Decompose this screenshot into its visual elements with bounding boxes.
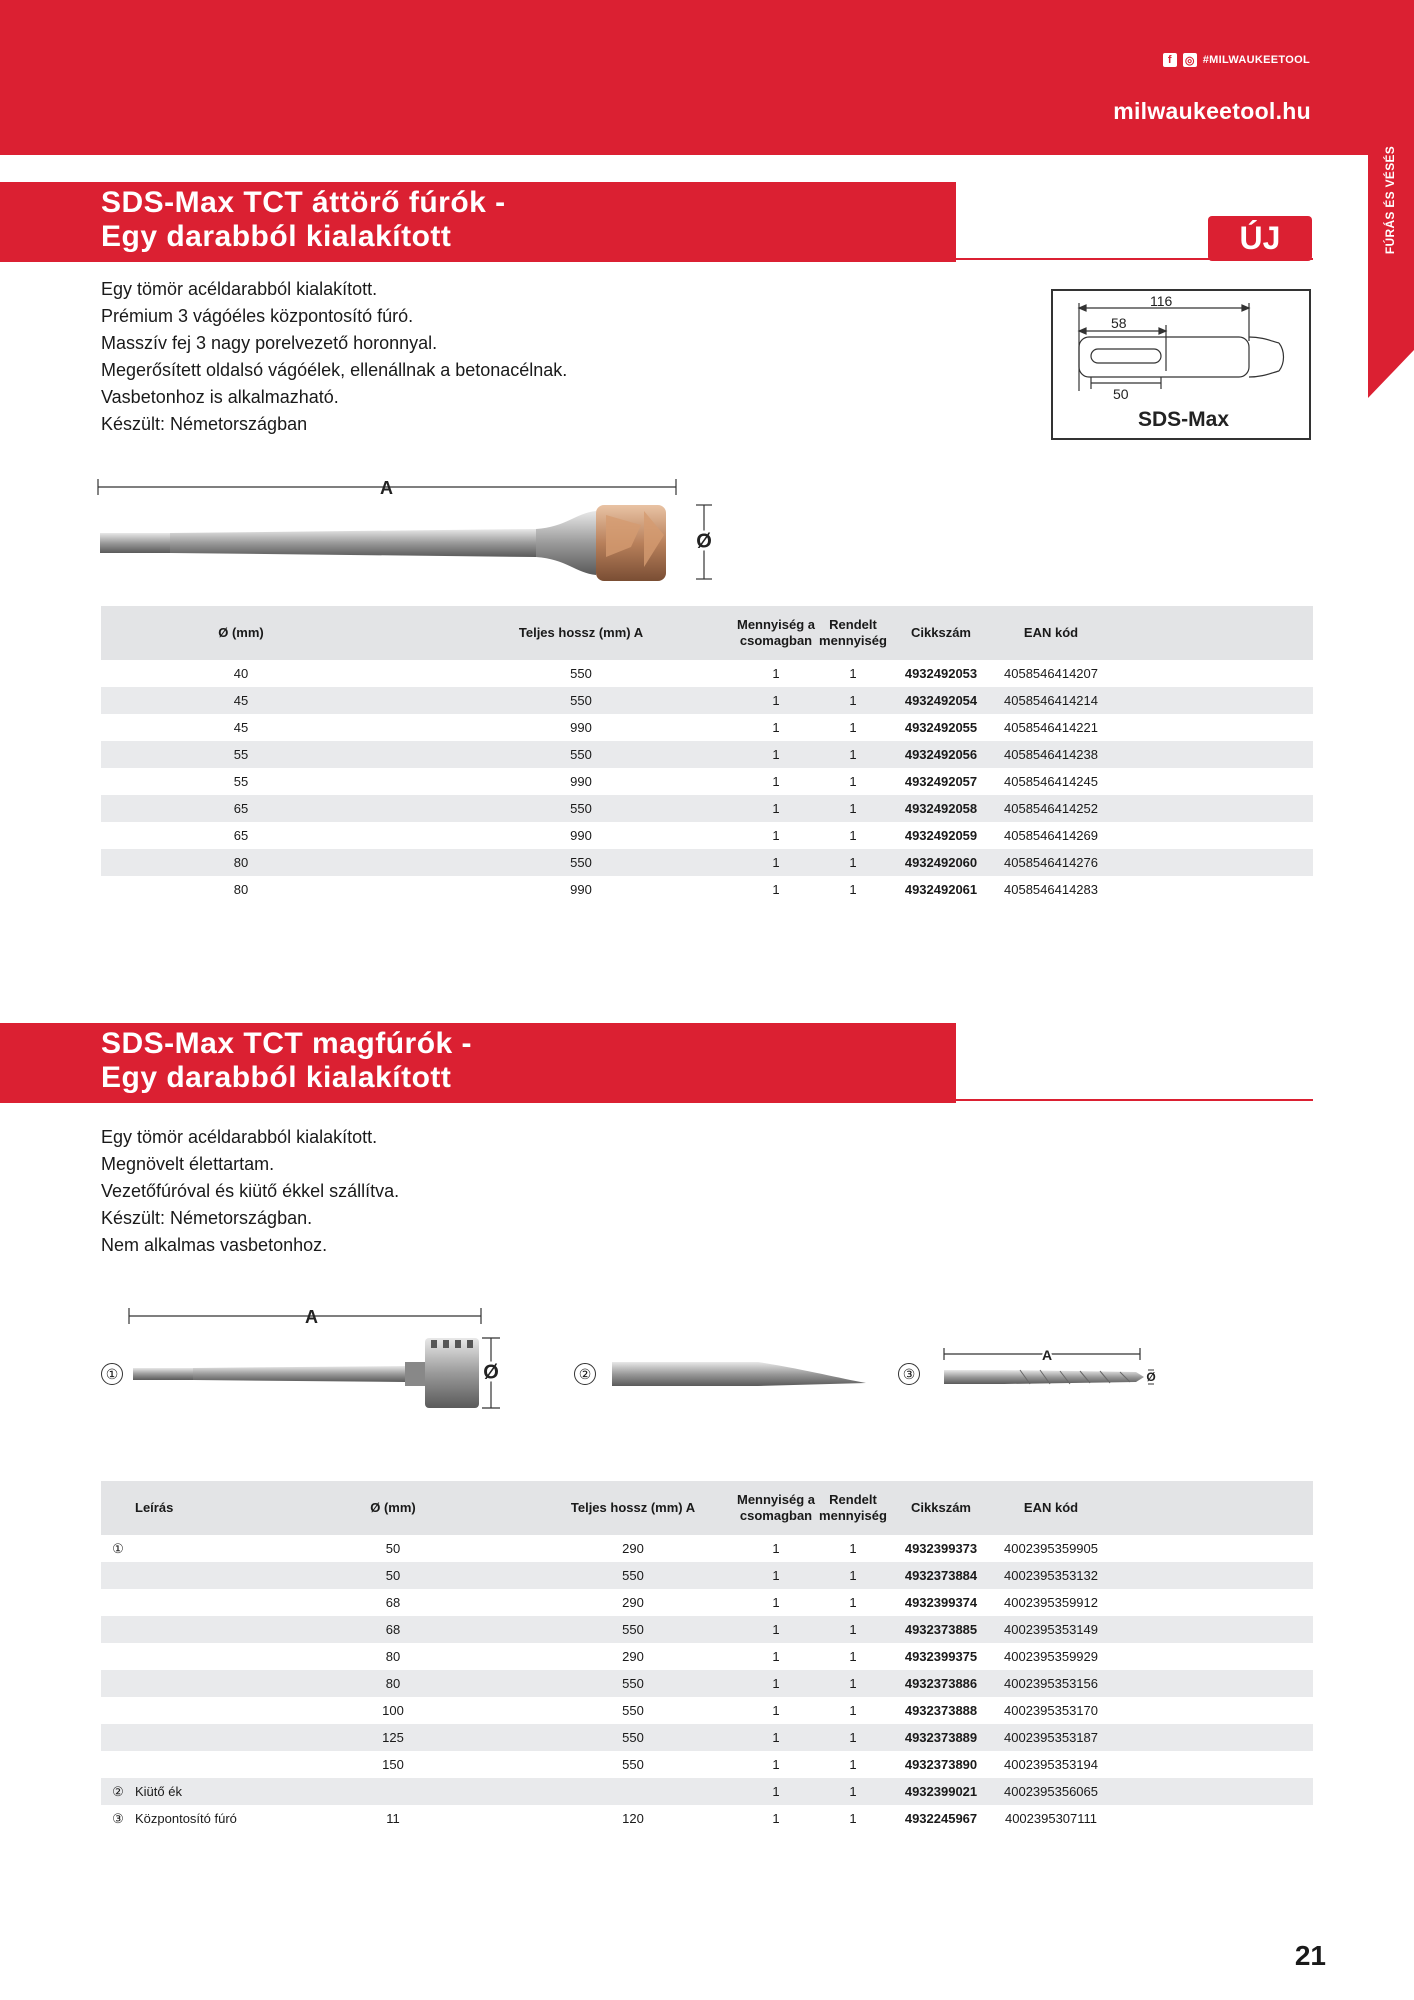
cell-pack-qty: 1 bbox=[772, 828, 780, 843]
cell-description bbox=[135, 1670, 315, 1697]
cell-item-marker: ② bbox=[112, 1783, 124, 1799]
cell-article-number: 4932492059 bbox=[904, 828, 978, 843]
cell-ean: 4002395353187 bbox=[1004, 1730, 1098, 1745]
cell-diameter: 125 bbox=[382, 1730, 404, 1745]
section2-header-rule bbox=[956, 1099, 1313, 1101]
cell-diameter: 50 bbox=[385, 1541, 401, 1556]
cell-pack-qty: 1 bbox=[772, 774, 780, 789]
dim-a-label: A bbox=[305, 1307, 318, 1327]
cell-length: 990 bbox=[570, 882, 592, 897]
cell-article-number: 4932373884 bbox=[904, 1568, 978, 1583]
breakthrough-drill-bit-image bbox=[96, 475, 736, 585]
cell-article-number: 4932492055 bbox=[904, 720, 978, 735]
section1-description bbox=[101, 276, 567, 438]
cell-order-qty: 1 bbox=[849, 720, 857, 735]
table-row bbox=[101, 795, 1313, 822]
cell-item-marker: ① bbox=[112, 1540, 124, 1556]
cell-diameter: 80 bbox=[233, 855, 249, 870]
diameter-symbol: Ø bbox=[1146, 1370, 1156, 1385]
cell-length: 550 bbox=[570, 666, 592, 681]
cell-diameter: 55 bbox=[233, 747, 249, 762]
cell-article-number: 4932399375 bbox=[904, 1649, 978, 1664]
item-marker-2: ② bbox=[574, 1363, 596, 1385]
cell-diameter: 45 bbox=[233, 693, 249, 708]
cell-description bbox=[135, 1751, 315, 1778]
table-body bbox=[101, 1535, 1313, 1832]
table-row bbox=[101, 660, 1313, 687]
cell-ean: 4058546414283 bbox=[1004, 882, 1098, 897]
section1-title-line2: Egy darabból kialakított bbox=[101, 220, 452, 253]
cell-pack-qty: 1 bbox=[772, 1568, 780, 1583]
item-marker-3: ③ bbox=[898, 1363, 920, 1385]
table-row bbox=[101, 1697, 1313, 1724]
cell-order-qty: 1 bbox=[849, 1622, 857, 1637]
cell-order-qty: 1 bbox=[849, 801, 857, 816]
cell-description: Központosító fúró bbox=[135, 1811, 237, 1826]
section2-description bbox=[101, 1124, 399, 1259]
cell-description bbox=[135, 1589, 315, 1616]
table-header-row bbox=[101, 606, 1313, 660]
cell-order-qty: 1 bbox=[849, 774, 857, 789]
cell-description bbox=[135, 1535, 315, 1562]
cell-ean: 4002395353194 bbox=[1004, 1757, 1098, 1772]
cell-ean: 4002395353170 bbox=[1004, 1703, 1098, 1718]
section2-title-line1: SDS-Max TCT magfúrók - bbox=[101, 1027, 473, 1060]
cell-pack-qty: 1 bbox=[772, 882, 780, 897]
cell-diameter: 80 bbox=[233, 882, 249, 897]
description-line: Egy tömör acéldarabból kialakított. bbox=[101, 1127, 378, 1147]
cell-article-number: 4932373890 bbox=[904, 1757, 978, 1772]
description-line: Készült: Németországban. bbox=[101, 1208, 313, 1228]
col-article-header: Cikkszám bbox=[911, 1500, 971, 1515]
dim-50-label: 50 bbox=[1113, 386, 1129, 402]
table-row bbox=[101, 822, 1313, 849]
cell-article-number: 4932399374 bbox=[904, 1595, 978, 1610]
cell-diameter: 45 bbox=[233, 720, 249, 735]
cell-article-number: 4932492053 bbox=[904, 666, 978, 681]
side-tab-label: FÚRÁS ÉS VÉSÉS bbox=[1383, 145, 1397, 255]
cell-article-number: 4932492060 bbox=[904, 855, 978, 870]
cell-diameter: 40 bbox=[233, 666, 249, 681]
top-banner bbox=[0, 0, 1414, 155]
dim-a-label: A bbox=[1042, 1347, 1053, 1363]
cell-article-number: 4932492057 bbox=[904, 774, 978, 789]
cell-article-number: 4932492061 bbox=[904, 882, 978, 897]
col-article-header: Cikkszám bbox=[911, 625, 971, 640]
cell-article-number: 4932245967 bbox=[904, 1811, 978, 1826]
new-badge: ÚJ bbox=[1208, 216, 1312, 261]
col-description-header: Leírás bbox=[135, 1500, 174, 1515]
cell-article-number: 4932373885 bbox=[904, 1622, 978, 1637]
cell-order-qty: 1 bbox=[849, 693, 857, 708]
table-row bbox=[101, 1805, 1313, 1832]
cell-ean: 4058546414238 bbox=[1004, 747, 1098, 762]
description-line: Egy tömör acéldarabból kialakított. bbox=[101, 279, 378, 299]
cell-order-qty: 1 bbox=[849, 882, 857, 897]
cell-diameter: 50 bbox=[385, 1568, 401, 1583]
cell-ean: 4002395353132 bbox=[1004, 1568, 1098, 1583]
cell-order-qty: 1 bbox=[849, 1730, 857, 1745]
description-line: Nem alkalmas vasbetonhoz. bbox=[101, 1235, 328, 1255]
cell-pack-qty: 1 bbox=[772, 855, 780, 870]
cell-pack-qty: 1 bbox=[772, 747, 780, 762]
cell-pack-qty: 1 bbox=[772, 1784, 780, 1799]
cell-length: 550 bbox=[622, 1568, 644, 1583]
description-line: Megnövelt élettartam. bbox=[101, 1154, 275, 1174]
cell-article-number: 4932492058 bbox=[904, 801, 978, 816]
cell-article-number: 4932399021 bbox=[904, 1784, 978, 1799]
col-length-header: Teljes hossz (mm) A bbox=[570, 1500, 696, 1515]
cell-ean: 4002395359929 bbox=[1004, 1649, 1098, 1664]
cell-item-marker bbox=[107, 1589, 129, 1616]
description-line: Vezetőfúróval és kiütő ékkel szállítva. bbox=[101, 1181, 400, 1201]
cell-ean: 4002395353149 bbox=[1004, 1622, 1098, 1637]
cell-length: 290 bbox=[622, 1649, 644, 1664]
table-header-row bbox=[101, 1481, 1313, 1535]
cell-length: 550 bbox=[622, 1676, 644, 1691]
diameter-symbol: Ø bbox=[483, 1361, 499, 1384]
cell-article-number: 4932373886 bbox=[904, 1676, 978, 1691]
table-row bbox=[101, 1562, 1313, 1589]
cell-length: 550 bbox=[570, 747, 592, 762]
cell-length: 990 bbox=[570, 720, 592, 735]
cell-diameter: 55 bbox=[233, 774, 249, 789]
centering-drill-image bbox=[940, 1340, 1160, 1396]
table-row bbox=[101, 849, 1313, 876]
core-bit-image bbox=[125, 1300, 525, 1410]
cell-item-marker bbox=[107, 1562, 129, 1589]
cell-order-qty: 1 bbox=[849, 666, 857, 681]
cell-diameter bbox=[333, 1778, 453, 1805]
cell-item-marker bbox=[107, 1643, 129, 1670]
cell-order-qty: 1 bbox=[849, 1811, 857, 1826]
col-diameter-header: Ø (mm) bbox=[218, 625, 264, 640]
cell-pack-qty: 1 bbox=[772, 720, 780, 735]
col-order-qty-header: Rendelt mennyiség bbox=[819, 1492, 887, 1523]
col-ean-header: EAN kód bbox=[1023, 1500, 1079, 1515]
cell-diameter: 65 bbox=[233, 828, 249, 843]
cell-pack-qty: 1 bbox=[772, 1730, 780, 1745]
cell-article-number: 4932492054 bbox=[904, 693, 978, 708]
cell-article-number: 4932373889 bbox=[904, 1730, 978, 1745]
cell-item-marker bbox=[107, 1751, 129, 1778]
sds-max-label: SDS-Max bbox=[1138, 408, 1230, 431]
dim-116-label: 116 bbox=[1150, 293, 1173, 309]
cell-pack-qty: 1 bbox=[772, 1757, 780, 1772]
cell-article-number: 4932492056 bbox=[904, 747, 978, 762]
cell-ean: 4058546414245 bbox=[1004, 774, 1098, 789]
cell-order-qty: 1 bbox=[849, 855, 857, 870]
section2-title-line2: Egy darabból kialakított bbox=[101, 1061, 452, 1094]
cell-pack-qty: 1 bbox=[772, 693, 780, 708]
cell-item-marker: ③ bbox=[112, 1810, 124, 1826]
cell-length: 120 bbox=[622, 1811, 644, 1826]
cell-description: Kiütő ék bbox=[135, 1784, 182, 1799]
cell-ean: 4058546414269 bbox=[1004, 828, 1098, 843]
cell-item-marker bbox=[107, 1616, 129, 1643]
cell-pack-qty: 1 bbox=[772, 1595, 780, 1610]
cell-pack-qty: 1 bbox=[772, 1811, 780, 1826]
shank-drawing bbox=[1053, 291, 1309, 438]
cell-length: 550 bbox=[622, 1703, 644, 1718]
social-links bbox=[1163, 53, 1310, 67]
section2-title bbox=[101, 1027, 472, 1095]
cell-order-qty: 1 bbox=[849, 1676, 857, 1691]
cell-diameter: 68 bbox=[385, 1622, 401, 1637]
drift-wedge-image bbox=[608, 1356, 868, 1392]
cell-description bbox=[135, 1562, 315, 1589]
cell-ean: 4058546414221 bbox=[1004, 720, 1098, 735]
cell-article-number: 4932399373 bbox=[904, 1541, 978, 1556]
table-row bbox=[101, 1589, 1313, 1616]
section1-title-line1: SDS-Max TCT áttörő fúrók - bbox=[101, 186, 506, 219]
table-row bbox=[101, 1670, 1313, 1697]
table-row bbox=[101, 741, 1313, 768]
sds-max-shank-diagram bbox=[1051, 289, 1311, 440]
instagram-icon[interactable]: ◎ bbox=[1183, 53, 1197, 67]
page-number: 21 bbox=[1294, 1940, 1326, 1971]
cell-order-qty: 1 bbox=[849, 1703, 857, 1718]
cell-pack-qty: 1 bbox=[772, 1622, 780, 1637]
cell-pack-qty: 1 bbox=[772, 1703, 780, 1718]
col-ean-header: EAN kód bbox=[1023, 625, 1079, 640]
cell-order-qty: 1 bbox=[849, 1541, 857, 1556]
col-pack-qty-header: Mennyiség a csomagban bbox=[736, 1492, 816, 1523]
facebook-icon[interactable]: f bbox=[1163, 53, 1177, 67]
cell-ean: 4058546414252 bbox=[1004, 801, 1098, 816]
cell-length: 990 bbox=[570, 828, 592, 843]
cell-description bbox=[135, 1616, 315, 1643]
description-line: Készült: Németországban bbox=[101, 414, 308, 434]
item-marker-1: ① bbox=[101, 1363, 123, 1385]
description-line: Masszív fej 3 nagy porelvezető horonnyal. bbox=[101, 333, 438, 353]
table-row bbox=[101, 1535, 1313, 1562]
cell-pack-qty: 1 bbox=[772, 1649, 780, 1664]
dim-58-label: 58 bbox=[1111, 315, 1127, 331]
cell-pack-qty: 1 bbox=[772, 801, 780, 816]
diameter-symbol: Ø bbox=[696, 530, 712, 553]
cell-ean: 4002395356065 bbox=[1004, 1784, 1098, 1799]
cell-description bbox=[135, 1697, 315, 1724]
table-row bbox=[101, 687, 1313, 714]
cell-order-qty: 1 bbox=[849, 1784, 857, 1799]
cell-length: 290 bbox=[622, 1541, 644, 1556]
description-line: Megerősített oldalsó vágóélek, ellenállnak a betonacélnak. bbox=[101, 360, 568, 380]
col-order-qty-header: Rendelt mennyiség bbox=[819, 617, 887, 648]
cell-order-qty: 1 bbox=[849, 747, 857, 762]
cell-pack-qty: 1 bbox=[772, 666, 780, 681]
cell-ean: 4002395359912 bbox=[1004, 1595, 1098, 1610]
description-line: Vasbetonhoz is alkalmazható. bbox=[101, 387, 339, 407]
cell-ean: 4002395307111 bbox=[1004, 1811, 1098, 1826]
table-row bbox=[101, 1724, 1313, 1751]
cell-order-qty: 1 bbox=[849, 1568, 857, 1583]
cell-description bbox=[135, 1643, 315, 1670]
table-row bbox=[101, 1751, 1313, 1778]
table-body bbox=[101, 660, 1313, 903]
cell-ean: 4002395359905 bbox=[1004, 1541, 1098, 1556]
cell-length: 990 bbox=[570, 774, 592, 789]
table-row bbox=[101, 1616, 1313, 1643]
section2-table bbox=[101, 1481, 1313, 1832]
cell-description bbox=[135, 1724, 315, 1751]
table-row bbox=[101, 714, 1313, 741]
cell-length: 550 bbox=[622, 1757, 644, 1772]
site-url-link[interactable]: milwaukeetool.hu bbox=[1113, 98, 1311, 124]
section1-table bbox=[101, 606, 1313, 903]
cell-diameter: 100 bbox=[382, 1703, 404, 1718]
cell-length: 550 bbox=[570, 693, 592, 708]
cell-diameter: 11 bbox=[386, 1811, 400, 1826]
cell-item-marker bbox=[107, 1697, 129, 1724]
cell-ean: 4058546414214 bbox=[1004, 693, 1098, 708]
cell-article-number: 4932373888 bbox=[904, 1703, 978, 1718]
cell-item-marker bbox=[107, 1724, 129, 1751]
cell-pack-qty: 1 bbox=[772, 1541, 780, 1556]
table-row bbox=[101, 876, 1313, 903]
table-row bbox=[101, 1643, 1313, 1670]
cell-length: 550 bbox=[622, 1730, 644, 1745]
col-length-header: Teljes hossz (mm) A bbox=[518, 625, 644, 640]
hashtag-label: #MILWAUKEETOOL bbox=[1202, 54, 1310, 66]
cell-length bbox=[533, 1778, 733, 1805]
cell-order-qty: 1 bbox=[849, 1757, 857, 1772]
cell-diameter: 68 bbox=[385, 1595, 401, 1610]
cell-length: 550 bbox=[622, 1622, 644, 1637]
cell-order-qty: 1 bbox=[849, 1649, 857, 1664]
description-line: Prémium 3 vágóéles központosító fúró. bbox=[101, 306, 414, 326]
table-row bbox=[101, 768, 1313, 795]
cell-order-qty: 1 bbox=[849, 828, 857, 843]
cell-ean: 4058546414207 bbox=[1004, 666, 1098, 681]
cell-ean: 4002395353156 bbox=[1004, 1676, 1098, 1691]
cell-order-qty: 1 bbox=[849, 1595, 857, 1610]
cell-pack-qty: 1 bbox=[772, 1676, 780, 1691]
cell-item-marker bbox=[107, 1670, 129, 1697]
cell-diameter: 80 bbox=[385, 1649, 401, 1664]
section1-title bbox=[101, 186, 506, 254]
table-row bbox=[101, 1778, 1313, 1805]
col-diameter-header: Ø (mm) bbox=[370, 1500, 416, 1515]
dim-a-label: A bbox=[380, 478, 393, 498]
cell-diameter: 80 bbox=[385, 1676, 401, 1691]
cell-length: 550 bbox=[570, 801, 592, 816]
cell-length: 290 bbox=[622, 1595, 644, 1610]
col-pack-qty-header: Mennyiség a csomagban bbox=[736, 617, 816, 648]
cell-diameter: 65 bbox=[233, 801, 249, 816]
cell-ean: 4058546414276 bbox=[1004, 855, 1098, 870]
cell-diameter: 150 bbox=[382, 1757, 404, 1772]
cell-length: 550 bbox=[570, 855, 592, 870]
